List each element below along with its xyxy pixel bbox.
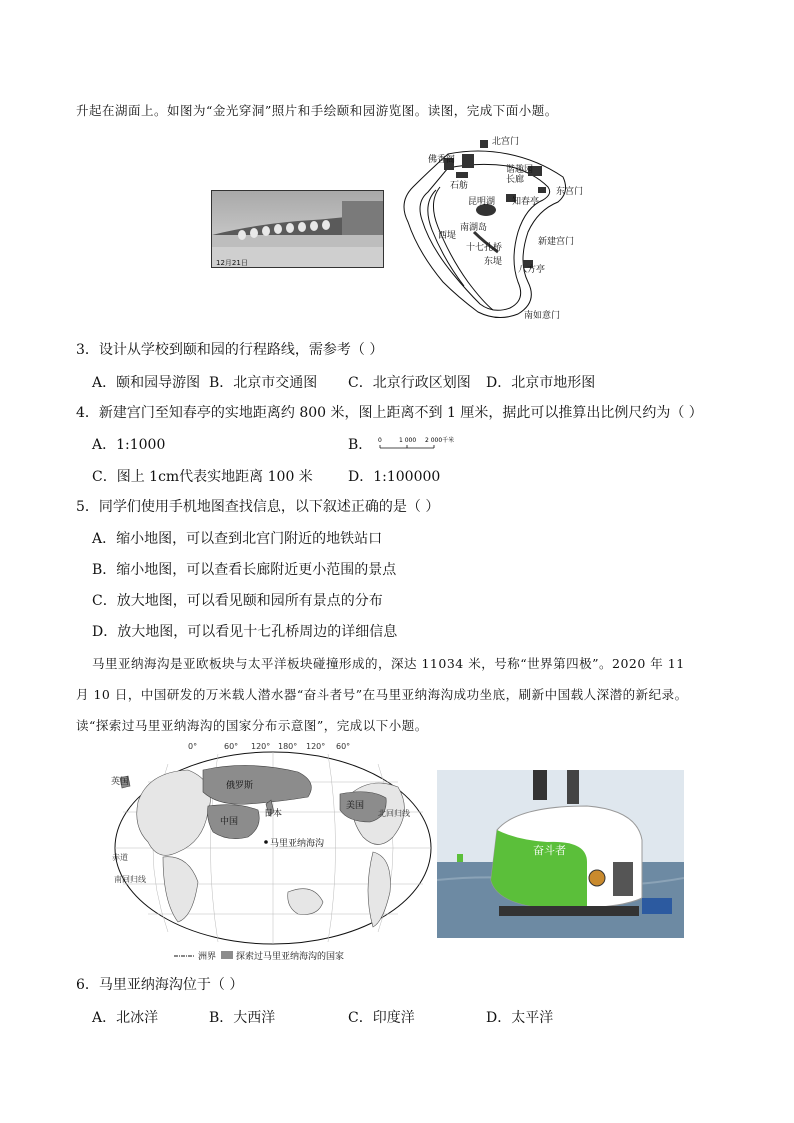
country-china: 中国 [220,817,239,827]
q6-option-c[interactable]: C．印度洋 [348,1010,415,1026]
park-label-0: 北宫门 [492,137,520,147]
lon-label-2: 120° [251,742,271,751]
q6-option-b[interactable]: B．大西洋 [209,1010,276,1026]
lat-tropic-capricorn: 南回归线 [114,875,146,884]
park-label-8: 南湖岛 [460,223,488,233]
park-label-4: 石舫 [450,181,469,191]
photo-date-label: 12月21日 [216,259,248,267]
submersible-graphic [437,770,684,938]
scale-tick-1: 1 000 [398,437,416,444]
lat-equator: 赤道 [112,853,128,862]
submersible-name: 奋斗者 [533,844,566,857]
scale-tick-2: 2 000千米 [424,437,454,444]
park-label-1: 佛香阁 [428,155,456,165]
lon-label-1: 60° [224,742,239,751]
country-japan: 日本 [264,809,283,819]
q6-option-a[interactable]: A．北冰洋 [92,1010,159,1026]
park-label-6: 昆明湖 [468,197,496,207]
q5-option-d[interactable]: D．放大地图，可以看见十七孔桥周边的详细信息 [92,624,398,640]
scale-tick-0: 0 [377,437,382,444]
bridge-photo-graphic [212,191,384,268]
lat-tropic-cancer: 北回归线 [378,809,410,818]
q4-option-b[interactable] [348,434,487,454]
legend-explored-swatch [221,951,233,959]
q4-option-b-letter: B． [348,437,373,453]
trench-label: 马里亚纳海沟 [270,839,325,849]
park-label-2: 谐趣园 [506,165,534,175]
q4-option-c[interactable]: C．图上 1cm代表实地距离 100 米 [92,469,313,485]
legend-explored-label: 探索过马里亚纳海沟的国家 [236,952,345,962]
q6-option-d[interactable]: D．太平洋 [486,1010,554,1026]
park-label-9: 西堤 [438,231,457,241]
q3-option-a[interactable]: A．颐和园导游图 [92,375,201,391]
q3-option-b[interactable]: B．北京市交通图 [209,375,318,391]
park-label-12: 新建宫门 [538,237,575,247]
intro2-line-1: 马里亚纳海沟是亚欧板块与太平洋板块碰撞形成的，深达 11034 米，号称“世界第四极”。2020 年 11 [92,656,685,671]
legend-boundary-label: 洲界 [198,952,217,962]
country-uk: 英国 [111,777,130,787]
park-label-5: 东宫门 [556,187,584,197]
q3-stem: 3．设计从学校到颐和园的行程路线，需参考（ ） [76,342,384,358]
q4-stem: 4．新建宫门至知春亭的实地距离约 800 米，图上距离不到 1 厘米，据此可以推算出比例尺约为（ ） [76,405,703,421]
park-label-10: 十七孔桥 [466,243,503,253]
country-russia: 俄罗斯 [226,781,254,791]
intro2-line-3: 读“探索过马里亚纳海沟的国家分布示意图”，完成以下小题。 [76,718,428,733]
lon-label-5: 60° [336,742,351,751]
lon-label-4: 120° [306,742,326,751]
park-label-11: 东堤 [484,257,503,267]
q6-stem: 6．马里亚纳海沟位于（ ） [76,977,244,993]
q4-option-d[interactable]: D．1:100000 [348,469,441,485]
lon-label-3: 180° [278,742,298,751]
submersible-photo [437,770,684,938]
intro-line-1: 升起在湖面上。如图为“金光穿洞”照片和手绘颐和园游览图。读图，完成下面小题。 [76,103,558,118]
country-usa: 美国 [346,801,365,811]
park-label-14: 南如意门 [524,311,561,321]
lon-label-0: 0° [188,742,198,751]
q5-stem: 5．同学们使用手机地图查找信息，以下叙述正确的是（ ） [76,499,440,515]
q3-option-d[interactable]: D．北京市地形图 [486,375,596,391]
bridge-photo [211,190,384,268]
q4-option-a[interactable]: A．1:1000 [92,437,166,453]
russia-shape [203,765,311,804]
q5-option-c[interactable]: C．放大地图，可以看见颐和园所有景点的分布 [92,593,383,609]
q5-option-b[interactable]: B．缩小地图，可以查看长廊附近更小范围的景点 [92,562,397,578]
trench-marker [264,840,268,844]
scale-bar [377,436,487,454]
intro2-line-2: 月 10 日，中国研发的万米载人潜水器“奋斗者号”在马里亚纳海沟成功坐底，刷新中国载人深潜的新纪录。 [76,687,688,702]
park-map [388,132,588,324]
q3-option-c[interactable]: C．北京行政区划图 [348,375,471,391]
park-label-3: 长廊 [506,175,525,185]
world-map [108,742,438,964]
q5-option-a[interactable]: A．缩小地图，可以查到北宫门附近的地铁站口 [92,531,383,547]
park-label-13: 八方亭 [518,265,546,275]
park-label-7: 知春亭 [512,197,540,207]
